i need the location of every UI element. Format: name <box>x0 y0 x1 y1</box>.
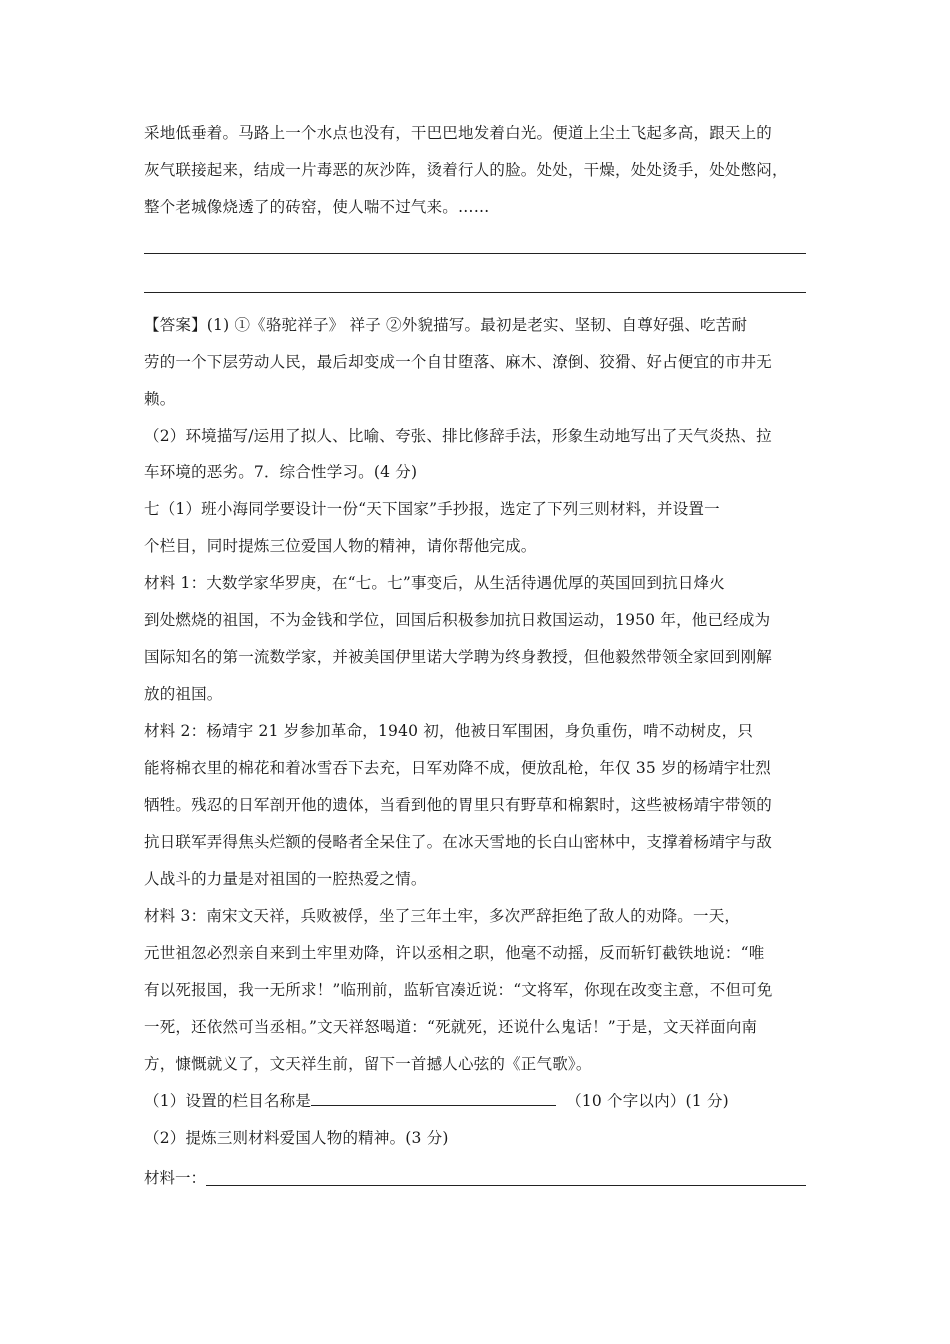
question-1-prefix: （1）设置的栏目名称是 <box>144 1092 312 1110</box>
material3-line-4: 一死，还依然可当丞相。”文天祥怒喝道：“死就死，还说什么鬼话！”于是，文天祥面向南 <box>144 1018 758 1036</box>
answer-blank-line-2[interactable] <box>144 292 806 293</box>
material1-line-3: 国际知名的第一流数学家，并被美国伊里诺大学聘为终身教授，但他毅然带领全家回到刚解 <box>144 648 773 666</box>
question-1-suffix: （10 个字以内）(1 分) <box>566 1092 729 1110</box>
answer-line-2: 劳的一个下层劳动人民，最后却变成一个自甘堕落、麻木、潦倒、狡猾、好占便宜的市井无 <box>144 353 773 371</box>
passage-line-3: 整个老城像烧透了的砖窑，使人喘不过气来。…… <box>144 198 490 216</box>
material3-line-2: 元世祖忽必烈亲自来到土牢里劝降，许以丞相之职，他毫不动摇，反而斩钉截铁地说：“唯 <box>144 944 765 962</box>
material2-line-2: 能将棉衣里的棉花和着冰雪吞下去充，日军劝降不成，便放乱枪，年仅 35 岁的杨靖宇壮烈 <box>144 759 771 777</box>
intro-line-2: 个栏目，同时提炼三位爱国人物的精神，请你帮他完成。 <box>144 537 537 555</box>
answer-blank-line-1[interactable] <box>144 253 806 254</box>
intro-line-1: 七（1）班小海同学要设计一份“天下国家”手抄报，选定了下列三则材料，并设置一 <box>144 500 720 518</box>
material3-line-5: 方，慷慨就义了，文天祥生前，留下一首撼人心弦的《正气歌》。 <box>144 1055 592 1073</box>
question-2: （2）提炼三则材料爱国人物的精神。(3 分) <box>144 1129 449 1147</box>
material3-line-3: 有以死报国，我一无所求！”临刑前，监斩官凑近说：“文将军，你现在改变主意，不但可免 <box>144 981 773 999</box>
passage-line-1: 采地低垂着。马路上一个水点也没有，干巴巴地发着白光。便道上尘土飞起多高，跟天上的 <box>144 124 773 142</box>
material-one-label: 材料一： <box>144 1169 207 1187</box>
material2-line-3: 牺牲。残忍的日军剖开他的遗体，当看到他的胃里只有野草和棉絮时，这些被杨靖宇带领的 <box>144 796 773 814</box>
answer-line-3: 赖。 <box>144 390 176 408</box>
answer-line-1: 【答案】(1) ①《骆驼祥子》 祥子 ②外貌描写。最初是老实、坚韧、自尊好强、吃苦耐 <box>144 316 748 334</box>
answer-line-4: （2）环境描写/运用了拟人、比喻、夸张、排比修辞手法，形象生动地写出了天气炎热、拉 <box>144 427 772 445</box>
column-name-blank[interactable] <box>311 1091 556 1106</box>
answer-line-5: 车环境的恶劣。7．综合性学习。(4 分) <box>144 463 418 481</box>
material2-line-4: 抗日联军弄得焦头烂额的侵略者全呆住了。在冰天雪地的长白山密林中，支撑着杨靖宇与敌 <box>144 833 773 851</box>
material2-line-5: 人战斗的力量是对祖国的一腔热爱之情。 <box>144 870 427 888</box>
material1-line-1: 材料 1：大数学家华罗庚，在“七。七”事变后，从生活待遇优厚的英国回到抗日烽火 <box>144 574 725 592</box>
material3-line-1: 材料 3：南宋文天祥，兵败被俘，坐了三年土牢，多次严辞拒绝了敌人的劝降。一天， <box>144 907 741 925</box>
material-one-answer-blank[interactable] <box>206 1168 806 1186</box>
passage-line-2: 灰气联接起来，结成一片毒恶的灰沙阵，烫着行人的脸。处处，干燥，处处烫手，处处憋闷， <box>144 161 788 179</box>
material2-line-1: 材料 2：杨靖宇 21 岁参加革命，1940 初，他被日军围困，身负重伤，啃不动树皮，只 <box>144 722 754 740</box>
material1-line-4: 放的祖国。 <box>144 685 223 703</box>
material-one-answer-row <box>144 1168 806 1188</box>
material1-line-2: 到处燃烧的祖国，不为金钱和学位，回国后积极参加抗日救国运动，1950 年，他已经成为 <box>144 611 771 629</box>
question-1 <box>144 1091 806 1111</box>
